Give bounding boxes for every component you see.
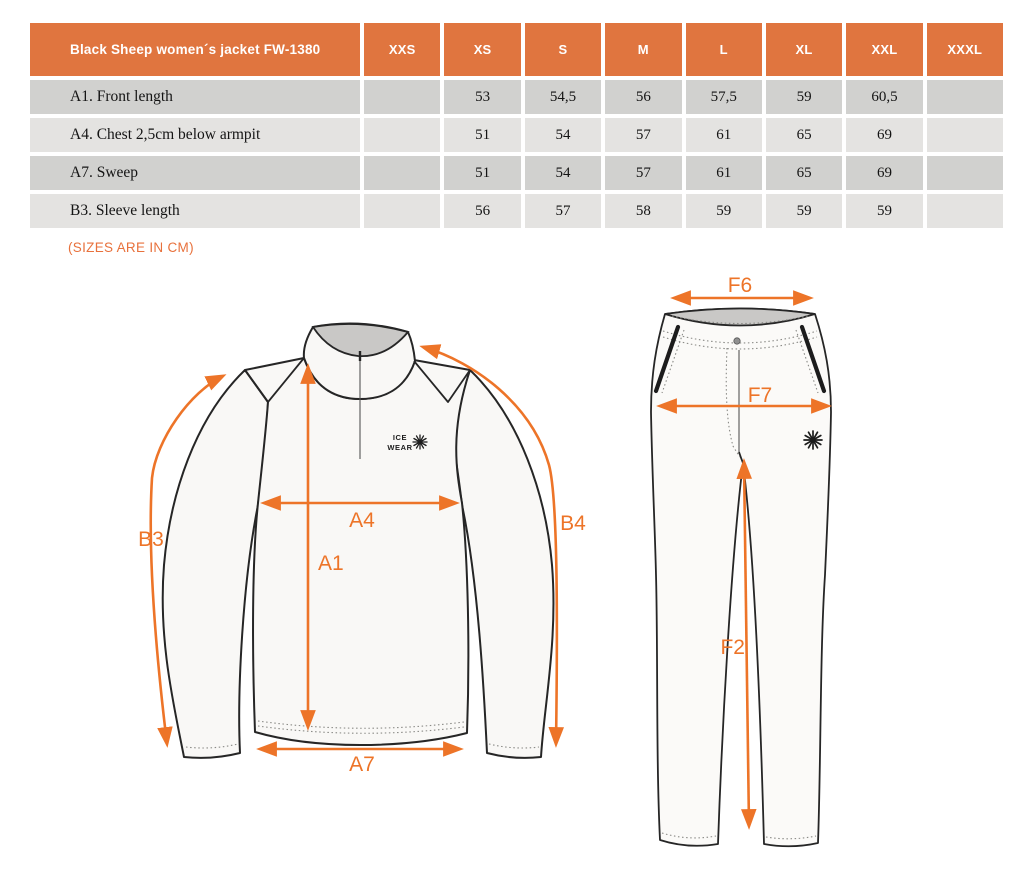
measure-label-b4: B4 bbox=[560, 512, 586, 535]
size-value bbox=[364, 80, 440, 114]
table-title: Black Sheep women´s jacket FW-1380 bbox=[30, 23, 360, 76]
size-value: 54,5 bbox=[525, 80, 601, 114]
size-value bbox=[364, 194, 440, 228]
jacket-body bbox=[245, 358, 470, 745]
size-value bbox=[927, 156, 1003, 190]
size-value: 69 bbox=[846, 118, 922, 152]
size-value: 65 bbox=[766, 156, 842, 190]
measure-label-a1: A1 bbox=[318, 552, 344, 575]
size-value: 59 bbox=[686, 194, 762, 228]
size-value: 61 bbox=[686, 156, 762, 190]
measure-label-f2: F2 bbox=[720, 636, 745, 659]
size-value: 61 bbox=[686, 118, 762, 152]
size-value: 60,5 bbox=[846, 80, 922, 114]
size-value bbox=[364, 118, 440, 152]
size-value: 57 bbox=[525, 194, 601, 228]
measure-label-a7: A7 bbox=[349, 753, 375, 776]
measure-label-f7: F7 bbox=[747, 384, 773, 407]
size-value bbox=[927, 80, 1003, 114]
size-value: 57,5 bbox=[686, 80, 762, 114]
jacket-logo-icewear: WEAR bbox=[387, 443, 413, 452]
size-value: 57 bbox=[605, 118, 681, 152]
row-label: A1. Front length bbox=[30, 80, 360, 114]
size-value: 56 bbox=[605, 80, 681, 114]
pants-diagram bbox=[615, 270, 1033, 870]
measure-label-a4: A4 bbox=[349, 509, 375, 532]
size-col-header-xl: XL bbox=[766, 23, 842, 76]
size-value: 53 bbox=[444, 80, 520, 114]
row-label: A7. Sweep bbox=[30, 156, 360, 190]
size-col-header-l: L bbox=[686, 23, 762, 76]
row-label: B3. Sleeve length bbox=[30, 194, 360, 228]
measure-label-f6: F6 bbox=[727, 274, 753, 297]
pants-button bbox=[734, 338, 740, 344]
size-value bbox=[927, 118, 1003, 152]
size-col-header-xxxl: XXXL bbox=[927, 23, 1003, 76]
size-col-header-xs: XS bbox=[444, 23, 520, 76]
row-label: A4. Chest 2,5cm below armpit bbox=[30, 118, 360, 152]
size-value: 59 bbox=[846, 194, 922, 228]
measure-label-b3: B3 bbox=[138, 528, 164, 551]
size-col-header-xxs: XXS bbox=[364, 23, 440, 76]
size-value: 54 bbox=[525, 118, 601, 152]
size-value: 54 bbox=[525, 156, 601, 190]
size-value: 51 bbox=[444, 156, 520, 190]
size-value: 51 bbox=[444, 118, 520, 152]
sizes-note: (SIZES ARE IN CM) bbox=[68, 240, 194, 255]
size-col-header-s: S bbox=[525, 23, 601, 76]
jacket-diagram bbox=[50, 300, 595, 790]
size-value: 69 bbox=[846, 156, 922, 190]
size-value: 59 bbox=[766, 194, 842, 228]
size-value bbox=[927, 194, 1003, 228]
size-value: 65 bbox=[766, 118, 842, 152]
size-table bbox=[30, 23, 1003, 228]
jacket-logo-icewear: ICE bbox=[392, 433, 408, 442]
size-col-header-xxl: XXL bbox=[846, 23, 922, 76]
size-col-header-m: M bbox=[605, 23, 681, 76]
size-value: 57 bbox=[605, 156, 681, 190]
pants-body bbox=[651, 309, 831, 847]
size-value: 59 bbox=[766, 80, 842, 114]
size-value bbox=[364, 156, 440, 190]
size-value: 58 bbox=[605, 194, 681, 228]
size-value: 56 bbox=[444, 194, 520, 228]
jacket-left-sleeve bbox=[163, 370, 268, 758]
